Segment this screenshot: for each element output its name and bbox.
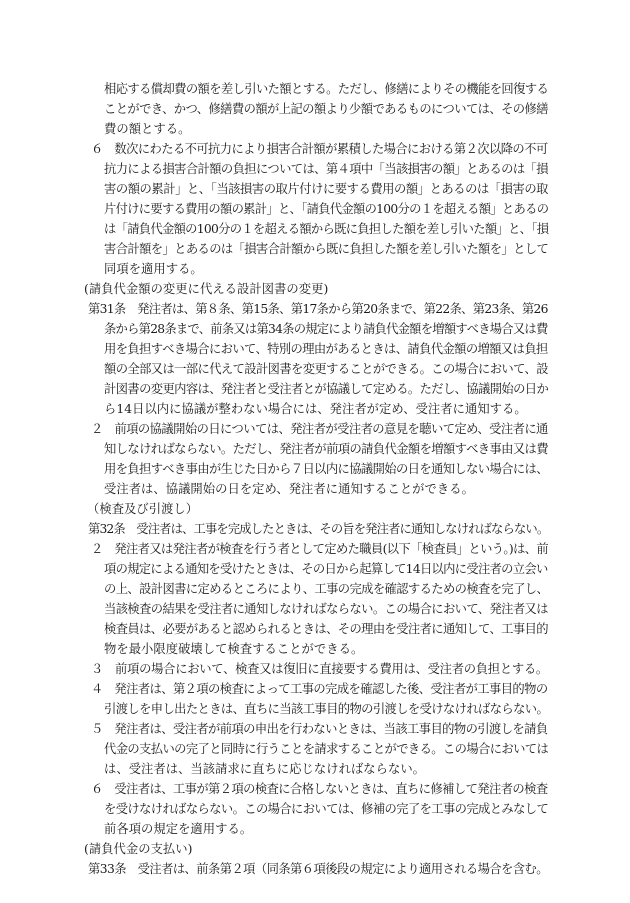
article31-heading: (請負代金額の変更に代える設計図書の変更) (84, 282, 329, 296)
article30-p6-line-3: 害の額の累計」と、「当該損害の取片付けに要する費用の額」とあるのは「損害の取 (104, 182, 549, 196)
article31-p1-line-2: 条から第28条まで、前条又は第34条の規定により請負代金額を増額すべき場合又は費 (104, 322, 548, 336)
article32-p5-line-2: 代金の支払いの完了と同時に行うことを請求することができる。この場合においては (104, 742, 549, 756)
article32-p4-line-2: 引渡しを申し出たときは、直ちに当該工事目的物の引渡しを受けなければならない。 (104, 702, 549, 716)
article32-p2-line-3: の上、設計図書に定めるところにより、工事の完成を確認するための検査を完了し、 (104, 582, 549, 596)
article32-p2-line-2: 項の規定による通知を受けたときは、その日から起算して14日以内に受注者の立会い (104, 562, 548, 576)
article32-p5-line-1: ５ 発注者は、受注者が前項の申出を行わないときは、当該工事目的物の引渡しを請負 (91, 722, 548, 736)
article30-p6-line-5: は「請負代金額の100分の１を超える額から既に負担した額を差し引いた額」と、「損 (104, 222, 549, 236)
article32-p2-line-4: 当該検査の結果を受注者に通知しなければならない。この場合において、発注者又は (104, 602, 548, 616)
article31-p2-line-3: 用を負担すべき事由が生じた日から７日以内に協議開始の日を通知しない場合には、 (104, 462, 548, 476)
article31-p1-line-4: 額の全部又は一部に代えて設計図書を変更することができる。この場合において、設 (104, 362, 548, 376)
article30-p6-line-7: 同項を適用する。 (104, 262, 203, 276)
article32-p3-line-1: ３ 前項の場合において、検査又は復旧に直接要する費用は、受注者の負担とする。 (91, 662, 548, 676)
article32-p6-line-3: 前各項の規定を適用する。 (104, 822, 253, 836)
article32-p2-line-6: 物を最小限度破壊して検査することができる。 (104, 642, 364, 656)
article31-p1-line-5: 計図書の変更内容は、発注者と受注者とが協議して定める。ただし、協議開始の日か (104, 382, 549, 396)
article32-p5-line-3: は、受注者は、当該請求に直ちに応じなければならない。 (104, 762, 426, 776)
article30-tail-line-1: 相応する償却費の額を差し引いた額とする。ただし、修繕によりその機能を回復する (104, 82, 549, 96)
article32-heading: （検査及び引渡し） (87, 502, 199, 516)
article30-p6-line-4: 片付けに要する費用の額の累計」と、「請負代金額の100分の１を超える額」とあるの (104, 202, 549, 216)
article30-p6-line-6: 害合計額を」とあるのは「損害合計額から既に負担した額を差し引いた額を」として (104, 242, 549, 256)
article30-p6-line-1: ６ 数次にわたる不可抗力により損害合計額が累積した場合における第２次以降の不可 (91, 142, 548, 156)
article32-p4-line-1: ４ 発注者は、第２項の検査によって工事の完成を確認した後、受注者が工事目的物の (91, 682, 548, 696)
article30-p6-line-2: 抗力による損害合計額の負担については、第４項中「当該損害の額」とあるのは「損 (104, 162, 548, 176)
article32-p2-line-1: ２ 発注者又は発注者が検査を行う者として定めた職員(以下「検査員」という。)は、前 (91, 542, 549, 556)
article30-tail-line-3: 費の額とする。 (104, 122, 191, 136)
article32-p6-line-2: を受けなければならない。この場合においては、修補の完了を工事の完成とみなして (104, 802, 549, 816)
article31-p1-line-6: ら14日以内に協議が整わない場合には、発注者が定め、受注者に通知する。 (104, 402, 527, 416)
article31-p2-line-2: 知しなければならない。ただし、発注者が前項の請負代金額を増額すべき事由又は費 (104, 442, 548, 456)
article33-heading: (請負代金の支払い) (84, 842, 193, 856)
article31-p2-line-1: ２ 前項の協議開始の日については、発注者が受注者の意見を聴いて定め、受注者に通 (91, 422, 548, 436)
article30-tail-line-2: ことができ、かつ、修繕費の額が上記の額より少額であるものについては、その修繕 (104, 102, 548, 116)
article31-p1-line-1: 第31条 発注者は、第８条、第15条、第17条から第20条まで、第22条、第23条、第26 (88, 302, 548, 316)
article31-p2-line-4: 受注者は、協議開始の日を定め、発注者に通知することができる。 (104, 482, 474, 496)
article32-p2-line-5: 検査員は、必要があると認められるときは、その理由を受注者に通知して、工事目的 (104, 622, 548, 636)
article32-p1-line-1: 第32条 受注者は、工事を完成したときは、その旨を発注者に通知しなければならない。 (88, 522, 549, 536)
article33-p1-line-1: 第33条 受注者は、前条第２項（同条第６項後段の規定により適用される場合を含む。 (88, 862, 548, 876)
article31-p1-line-3: 用を負担すべき場合において、特別の理由があるときは、請負代金額の増額又は負担 (104, 342, 548, 356)
article32-p6-line-1: ６ 受注者は、工事が第２項の検査に合格しないときは、直ちに修補して発注者の検査 (91, 782, 548, 796)
